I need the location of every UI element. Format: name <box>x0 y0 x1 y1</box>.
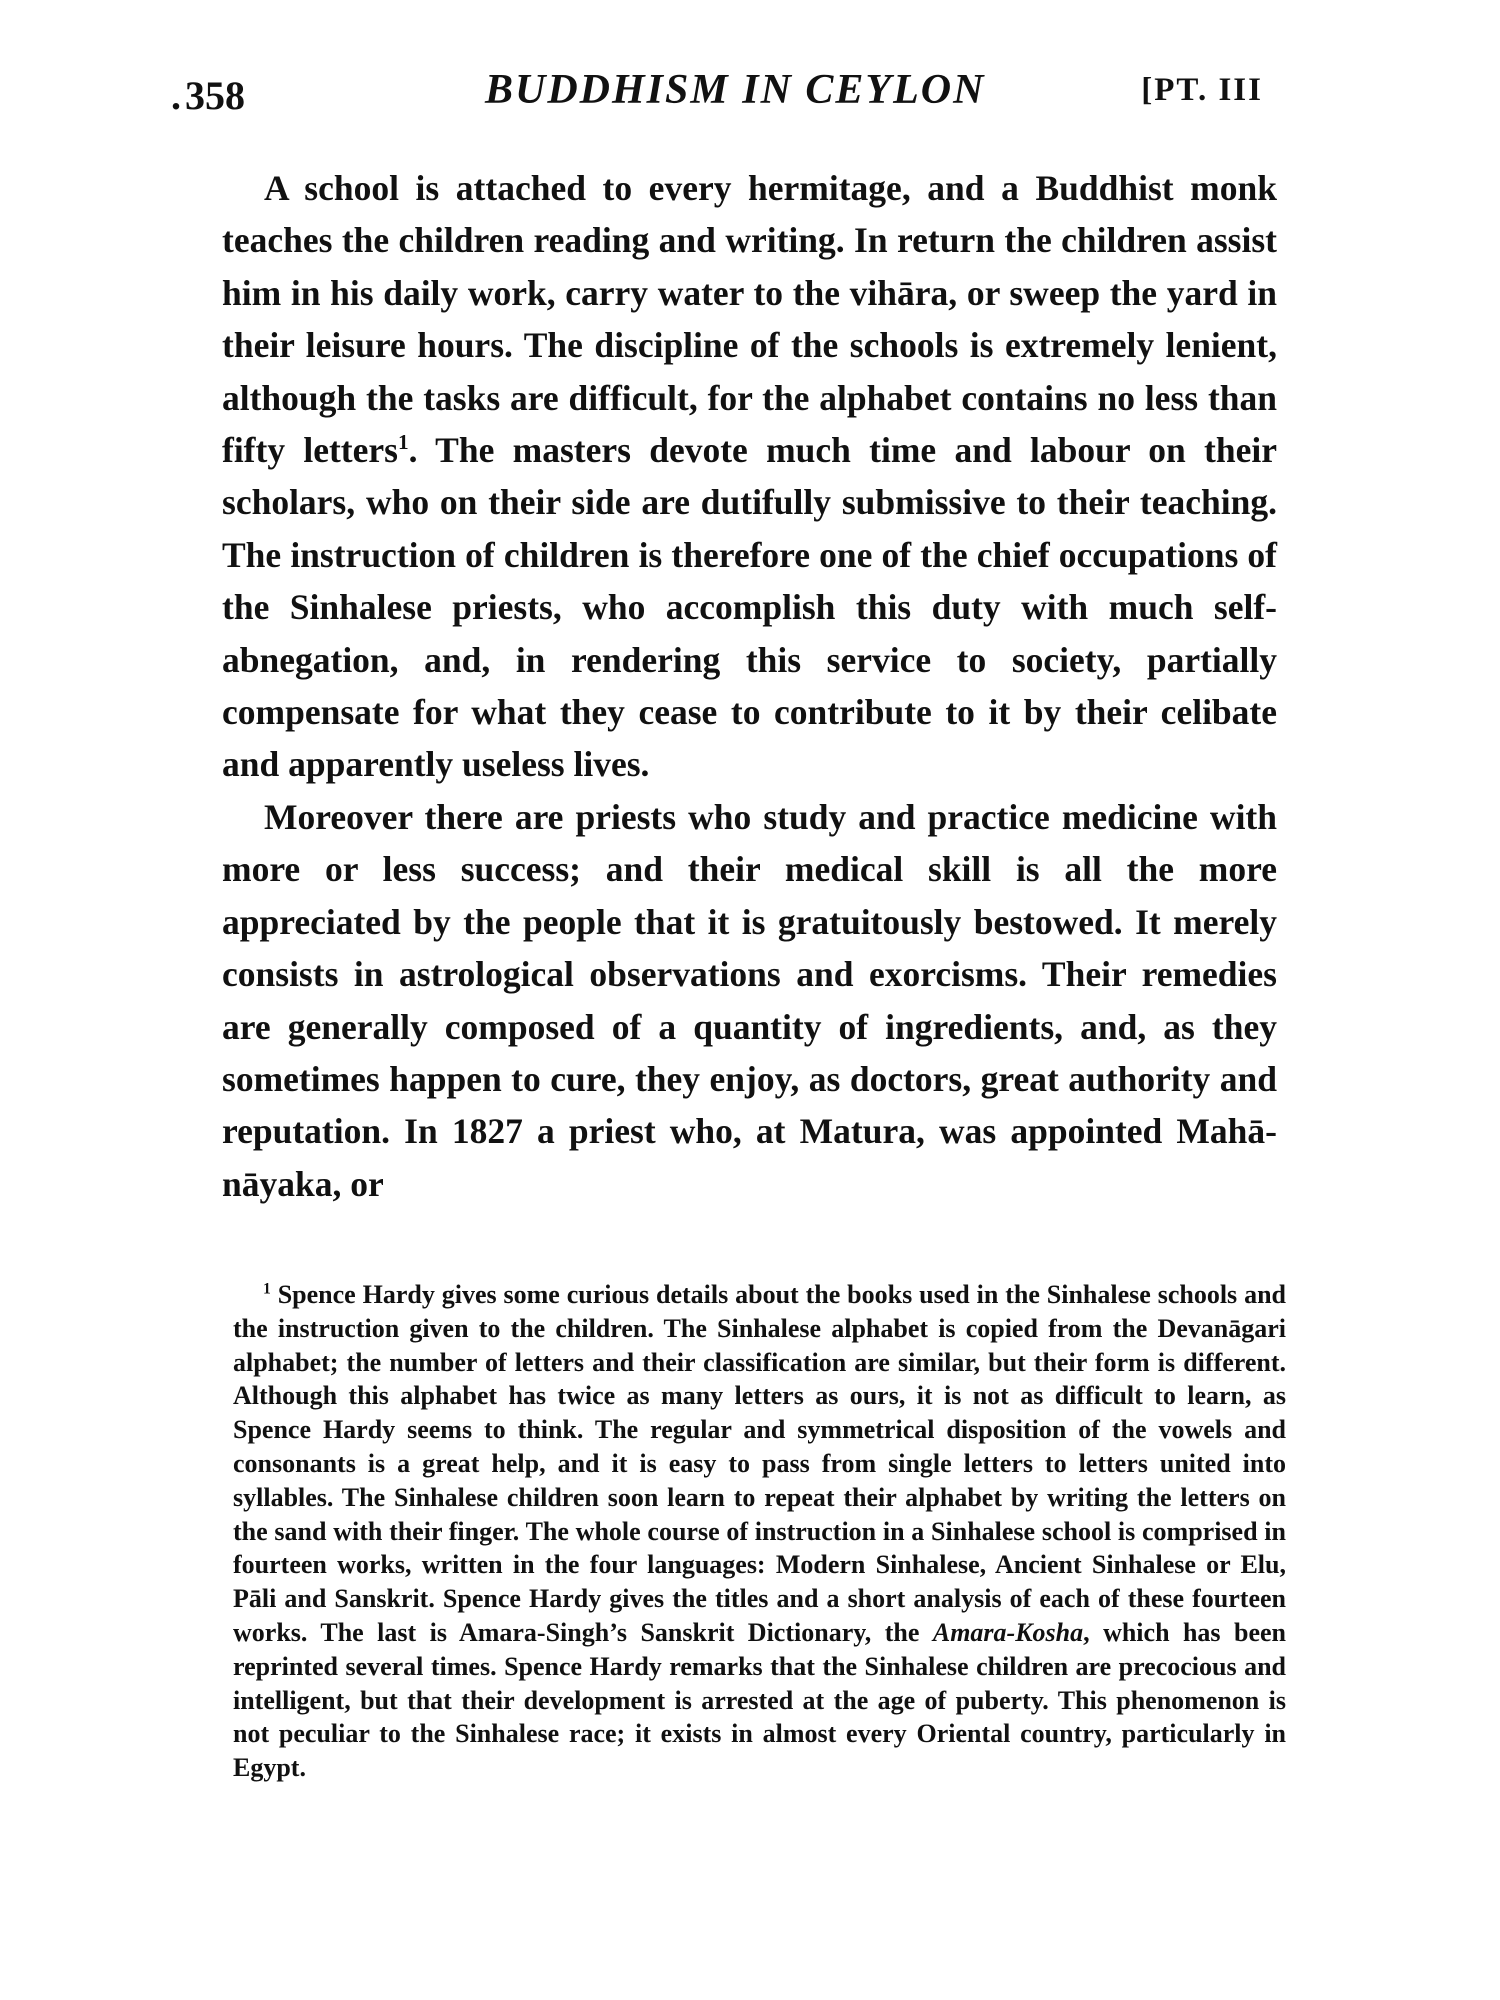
part-marker: [PT. III <box>1141 72 1263 108</box>
text-segment: . The masters devote much time and labour on their scholars, who on their side are dutifully submissive to their teaching. The instruction of children is therefore one of the chief occupations of the Sinhalese priests, who accomplish this duty with much self-abnegation, and, in rendering this service to society, partially compensate for what they cease to contribute to it by their celibate and apparently useless lives. <box>222 430 1277 785</box>
text-segment: , which has been reprinted several times. Spence Hardy remarks that the Sinhalese children are precocious and intelligent, but that their development is arrested at the age of puberty. This phenomenon is not peculiar to the Sinhalese race; it exists in almost every Oriental country, particularly in Egypt. <box>233 1617 1286 1783</box>
text-segment: A school is attached to every hermitage, and a Buddhist monk teaches the children reading and writing. In return the children assist him in his daily work, carry water to the vihāra, or sweep the yard in their leisure hours. The discipline of the schools is extremely lenient, although the tasks are difficult, for the alphabet contains no less than fifty letters <box>222 168 1277 471</box>
text-segment: Moreover there are priests who study and practice medicine with more or less success; and their medical skill is all the more appreciated by the people that it is gratuitously bestowed. It merely consists in astrological observations and exorcisms. Their remedies are generally composed of a quantity of ingredients, and, as they sometimes happen to cure, they enjoy, as doctors, great authority and reputation. In 1827 a priest who, at Matura, was appointed Mahā-nāyaka, or <box>222 796 1277 1204</box>
footnotes <box>233 1278 1286 1785</box>
main-text <box>222 162 1277 1210</box>
text-segment: Spence Hardy gives some curious details about the books used in the Sinhalese schools and the instruction given to the children. The Sinhalese alphabet is copied from the Devanāgari alphabet; the number of letters and their classification are similar, but their form is different. Although this alphabet has twice as many letters as ours, it is not as difficult to learn, as Spence Hardy seems to think. The regular and symmetrical disposition of the vowels and consonants is a great help, and it is easy to pass from single letters to letters united into syllables. The Sinhalese children soon learn to repeat their alphabet by writing the letters on the sand with their finger. The whole course of instruction in a Sinhalese school is comprised in fourteen works, written in the four languages: Modern Sinhalese, Ancient Sinhalese or Elu, Pāli and Sanskrit. Spence Hardy gives the titles and a short analysis of each of these fourteen works. The last is Amara-Singh’s Sanskrit Dictionary, the <box>233 1280 1286 1647</box>
footnote-marker: 1 <box>263 1280 271 1298</box>
footnote-reference: 1 <box>397 430 409 455</box>
italic-text: Amara-Kosha <box>932 1617 1084 1647</box>
running-head <box>171 62 1285 122</box>
paragraph <box>222 162 1277 791</box>
paragraph <box>222 791 1277 1210</box>
page-number: . 358 <box>171 73 245 118</box>
running-title: BUDDHISM IN CEYLON <box>485 67 986 113</box>
footnote <box>233 1278 1286 1785</box>
